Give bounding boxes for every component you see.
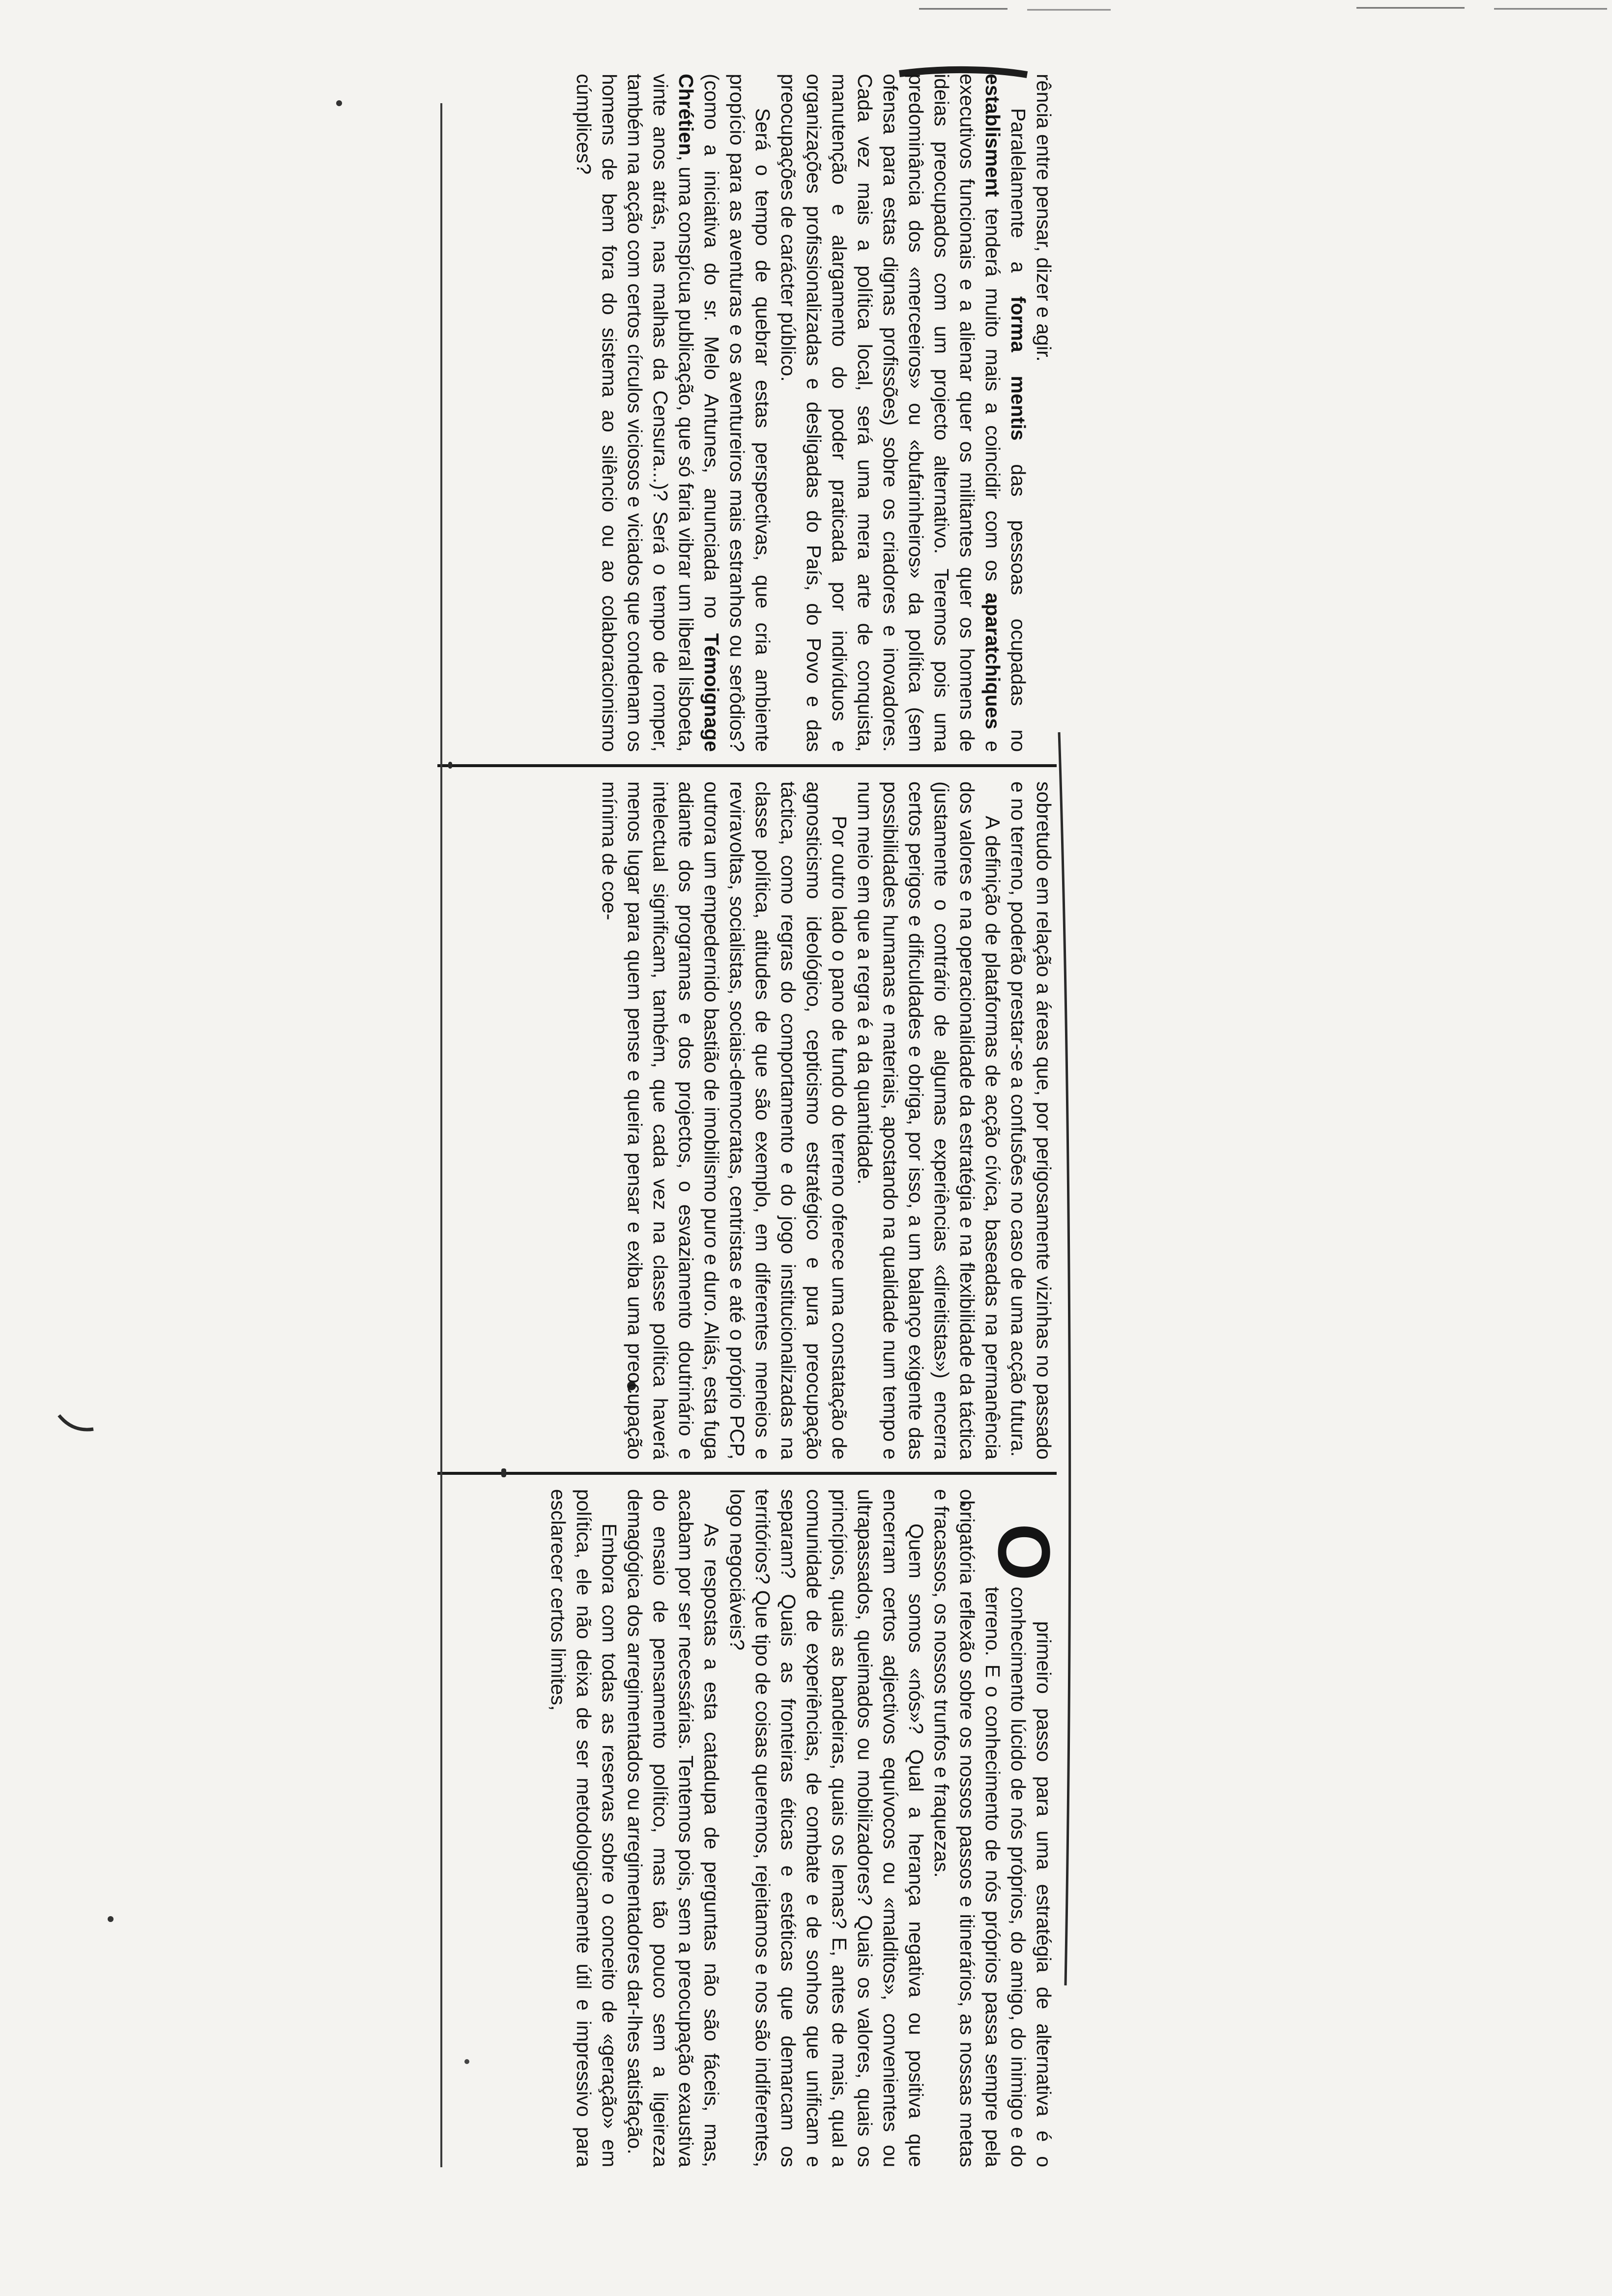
text-run: , uma conspícua publicação, que só faria vibrar um liberal lisboeta, vinte anos atrás, nas malhas da Censura...)? Será o tempo de romper, também na acção com certos círculos viciosos e viciados que condenam os homens de bem fora do sistema ao silêncio ou ao colaboracionismo cúmplices? [573,74,697,752]
speck [336,100,342,106]
text-run: das pessoas ocupadas no [1007,440,1030,752]
article-page [437,74,1065,2197]
column-1-paragraph-1: Oprimeiro passo para uma estratégia de alternativa é o conhecimento lúcido de nós próprios, do amigo, do inimigo e do terreno. E o conhecimento de nós próprios passa sempre pela obrigatória reflexão sobre os nossos passos e itinerários, as nossas metas e fracassos, os nossos trunfos e fraquezas. [930,1489,1065,2167]
text-run: Será o tempo de quebrar estas perspectivas, que cria ambiente propício para as aventuras e os aventureiros mais estranhos ou serôdios? (como a iniciativa do sr. Melo Antunes, anunciada no [700,74,774,752]
column-rule [437,1472,1057,1475]
article-column-1 [437,1489,1065,2167]
column-3-paragraph-2 [776,74,1031,752]
page-edge-mark [59,1415,93,1430]
column-1-paragraph-4: Embora com todas as reservas sobre o conceito de «geração» em política, ele não deixa de ser metodologicamente útil e impressivo para esclarecer certos limites, [547,1489,621,2167]
text-run: tenderá muito mais a coincidir com os [981,197,1004,593]
bold-term: establisment [981,74,1004,197]
article-column-3 [437,74,1057,752]
column-2-paragraph-1: sobretudo em relação a áreas que, por perigosamente vizinhas no passado e no terreno, poderão prestar-se a confusões no caso de uma acção futura. [1007,781,1055,1460]
text-run: e executivos funcionais e a alienar quer os militantes quer os homens de ideias preocupados com um projecto alternativo. Teremos pois uma predominância dos «merceeiros» ou «bufarinheiros» da política (sem ofensa para estas dignas profissões) sobre os criadores e inovadores. Cada vez mais a política local, será uma mera arte de conquista, manutenção e alargamento do poder praticada por indivíduos e organizações profissionalizadas e desligadas do País, do Povo e das preocupações de carácter público. [777,74,1004,752]
bottom-rule [440,103,442,2167]
column-rule [437,764,1057,767]
page-edge-mark [1059,732,1070,1985]
bold-term: forma mentis [1007,296,1030,441]
column-1-paragraph-3: As respostas a esta catadupa de perguntas não são fáceis, mas, acabam por ser necessárias. Tentemos pois, sem a preocupação exaustiva do ensaio de pensamento político, mas tão pouco sem a ligeireza demagógica dos arregimentados ou arregimentadores dar-lhes satisfação. [624,1489,723,2167]
article-column-2 [437,781,1057,1460]
column-1-paragraph-2: Quem somos «nós»? Qual a herança negativa ou positiva que encerram certos adjectivos equívocos ou «malditos», convenientes ou ultrapassados, queimados ou mobilizadores? Quais os valores, quais os princípios, quais as bandeiras, quais os lemas? E, antes de mais, qual a comunidade de experiências, de combate e de sonhos que unificam e separam? Quais as fronteiras éticas e estéticas que demarcam os territórios? Que tipo de coisas queremos, rejeitamos e nos são indiferentes, logo negociáveis? [726,1489,927,2167]
text-run: Paralelamente a [1007,108,1030,296]
bold-term: aparatchiques [981,593,1004,729]
gutter-mark [448,762,452,769]
column-2-paragraph-3: Por outro lado o pano de fundo do terreno oferece uma constatação de agnosticismo ideológico, cepticismo estratégico e pura preocupação táctica, como regras do comportamento e do jogo institucionalizadas na classe política, atitudes de que são exemplo, em diferentes meneios e reviravoltas, socialistas, sociais-democratas, centristas e até o próprio PCP, outrora um empedernido bastião de imobilismo puro e duro. Aliás, esta fuga adiante dos programas e dos projectos, o esvaziamento doutrinário e intelectual significam, também, que cada vez na classe política haverá menos lugar para quem pense e queira pensar e exiba uma preocupação mínima de coe- [598,781,851,1460]
gutter-mark [501,1468,506,1477]
column-3-paragraph-3 [571,74,776,752]
speck [108,1916,114,1922]
column-3-paragraph-1: rência entre pensar, dizer e agir. [1033,74,1055,362]
bold-term: Témoignage Chrétien [675,74,723,752]
column-2-paragraph-2: A definição de plataformas de acção cívica, baseadas na permanência dos valores e na operacionalidade da estratégia e na flexibilidade da táctica (justamente o contrário de algumas experiências «direitistas») encerra certos perigos e dificuldades e obriga, por isso, a um balanço exigente das possibilidades humanas e materiais, apostando na qualidade num tempo e num meio em que a regra é a da quantidade. [854,781,1004,1460]
